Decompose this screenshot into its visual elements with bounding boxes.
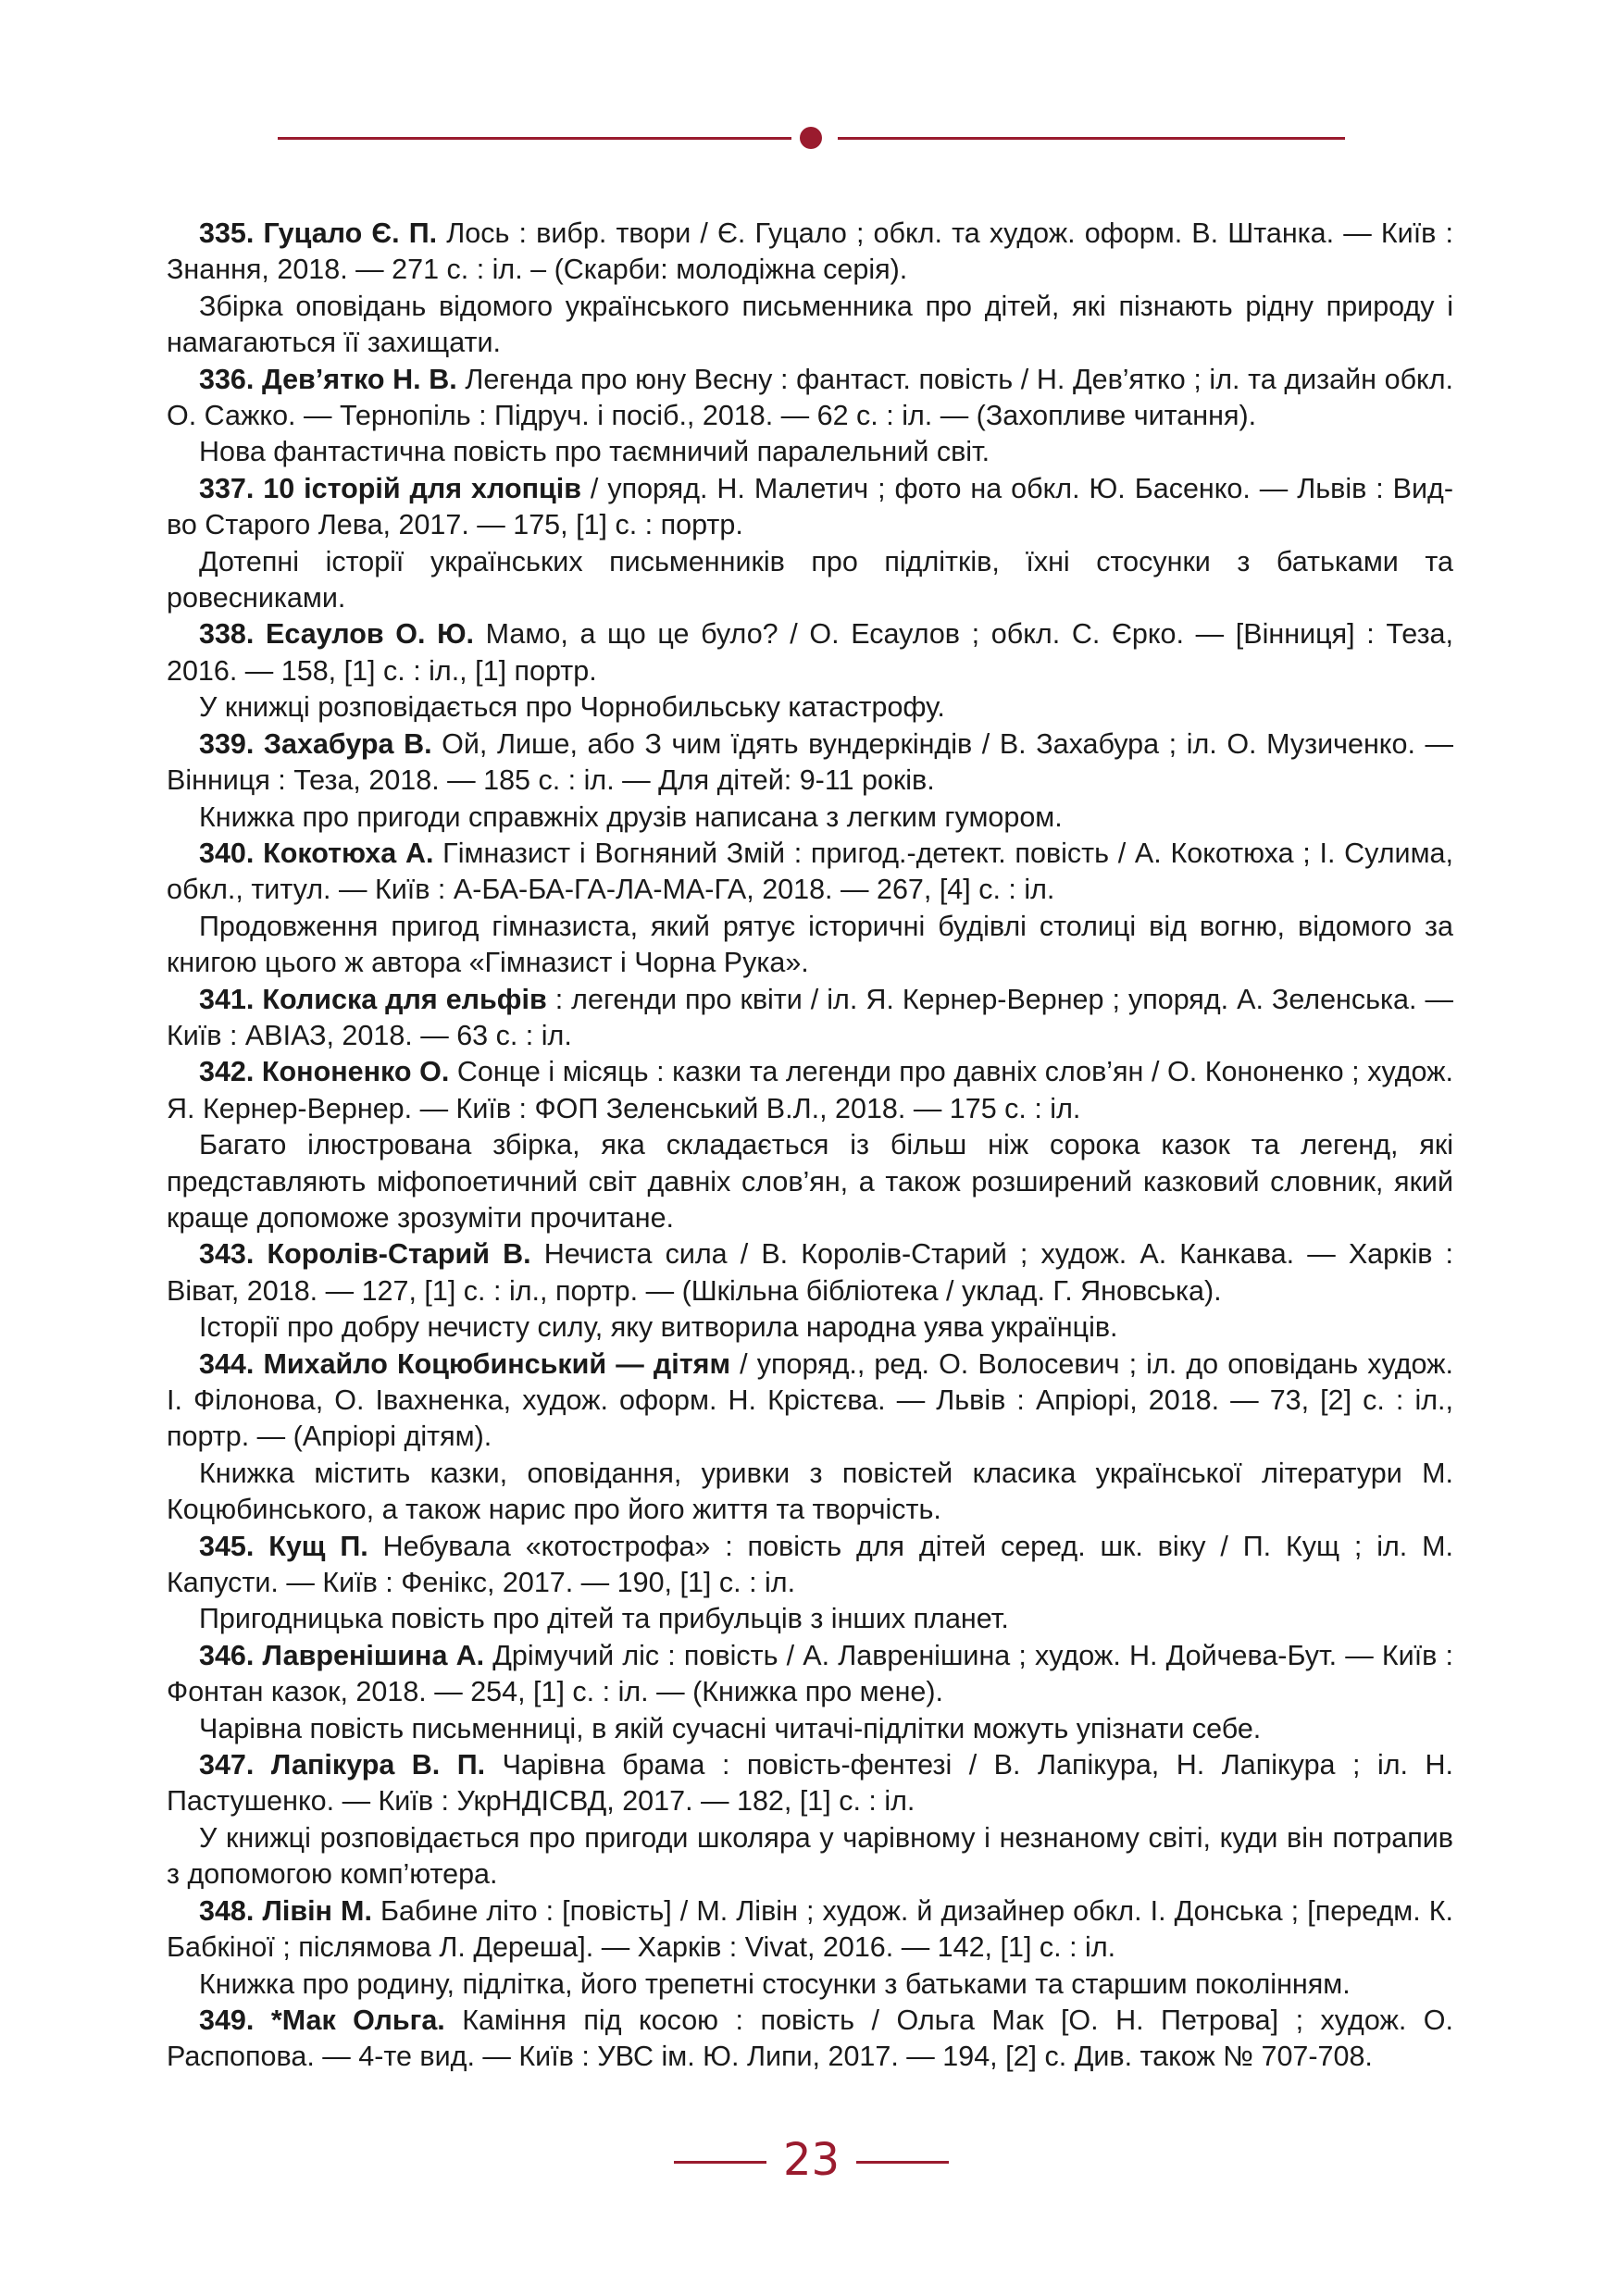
entry-author-title: 347. Лапікура В. П.	[199, 1749, 486, 1781]
header-rule-left	[278, 137, 791, 140]
entry-description: Лось : вибр. твори / Є. Гуцало ; обкл. та худож. оформ. В. Штанка. — Київ : Знання, 2018. — 271 с. : іл. – (Скарби: молодіжна серія).	[167, 217, 1453, 286]
entry-author-title: 345. Кущ П.	[199, 1530, 368, 1562]
bibliographic-entry	[167, 836, 1453, 909]
bibliographic-entry	[167, 1236, 1453, 1309]
entry-author-title: 338. Есаулов О. Ю.	[199, 618, 475, 651]
bibliographic-entry	[167, 1347, 1453, 1456]
bibliographic-entry	[167, 1054, 1453, 1127]
header-rule-right	[838, 137, 1345, 140]
bibliographic-entry	[167, 216, 1453, 289]
footer-rule-right	[856, 2161, 949, 2164]
bibliographic-entry	[167, 471, 1453, 544]
entry-annotation: Історії про добру нечисту силу, яку витворила народна уява українців.	[199, 1311, 1118, 1344]
entry-author-title: 337. 10 історій для хлопців	[199, 472, 581, 504]
entry-description: Нечиста сила / В. Королів-Старий ; худож. А. Канкава. — Харків : Віват, 2018. — 127, [1] с. : іл., портр. — (Шкільна бібліотека / уклад. Г. Яновська).	[167, 1238, 1454, 1307]
bibliographic-entry	[167, 2003, 1453, 2076]
entry-description: / упоряд. Н. Малетич ; фото на обкл. Ю. Басенко. — Львів : Вид-во Старого Лева, 2017. — 175, [1] с. : портр.	[167, 472, 1453, 541]
entry-annotation: Книжка про пригоди справжніх друзів написана з легким гумором.	[199, 800, 1063, 833]
entry-annotation: Пригодницька повість про дітей та прибульців з інших планет.	[199, 1603, 1009, 1635]
bibliographic-entry	[167, 1893, 1453, 1967]
entry-author-title: 336. Дев’ятко Н. В.	[199, 363, 457, 395]
entry-description: Дрімучий ліс : повість / А. Лавренішина ; худож. Н. Дойчева-Бут. — Київ : Фонтан казок, 2018. — 254, [1] с. : іл. — (Книжка про мене).	[167, 1639, 1454, 1708]
entry-description: Ой, Лише, або З чим їдять вундеркіндів / В. Захабура ; іл. О. Музиченко. — Вінниця : Теза, 2018. — 185 с. : іл. — Для дітей: 9-11 років.	[167, 727, 1453, 797]
entry-author-title: 340. Кокотюха А.	[199, 837, 434, 869]
entry-description: Каміння під косою : повість / Ольга Мак [О. Н. Петрова] ; худож. О. Распопова. — 4-те вид. — Київ : УВС ім. Ю. Липи, 2017. — 194, [2] с. Див. також № 707-708.	[167, 2004, 1453, 2073]
entry-description: Мамо, а що це було? / О. Есаулов ; обкл. С. Єрко. — [Вінниця] : Теза, 2016. — 158, [1] с. : іл., [1] портр.	[167, 618, 1453, 687]
bibliographic-entry	[167, 1747, 1453, 1820]
entry-author-title: 349. *Мак Ольга.	[199, 2004, 445, 2036]
entry-annotation: У книжці розповідається про Чорнобильську катастрофу.	[199, 691, 945, 724]
entry-annotation: Багато ілюстрована збірка, яка складається із більш ніж сорока казок та легенд, які представляють міфопоетичний світ давніх слов’ян, а також розширений казковий словник, який краще допоможе зрозуміти прочитане.	[167, 1129, 1453, 1234]
bibliographic-entry	[167, 362, 1453, 435]
bibliography-list	[167, 216, 1453, 2076]
entry-author-title: 339. Захабура В.	[199, 727, 432, 760]
entry-author-title: 342. Кононенко О.	[199, 1056, 450, 1088]
entry-description: / упоряд., ред. О. Волосевич ; іл. до оповідань худож. І. Філонова, О. Івахненка, худож. оформ. Н. Крістєва. — Львів : Апріорі, 2018. — 73, [2] с. : іл., портр. — (Апріорі дітям).	[167, 1347, 1453, 1453]
entry-annotation: Дотепні історії українських письменників про підлітків, їхні стосунки з батьками та ровесниками.	[167, 545, 1453, 614]
entry-description: : легенди про квіти / іл. Я. Кернер-Вернер ; упоряд. А. Зеленська. — Київ : АВІАЗ, 2018. — 63 с. : іл.	[167, 983, 1453, 1051]
entry-description: Небувала «котострофа» : повість для дітей серед. шк. віку / П. Кущ ; іл. М. Капусти. — Київ : Фенікс, 2017. — 190, [1] с. : іл.	[167, 1530, 1453, 1599]
entry-description: Чарівна брама : повість-фентезі / В. Лапікура, Н. Лапікура ; іл. Н. Пастушенко. — Київ : УкрНДІСВД, 2017. — 182, [1] с. : іл.	[167, 1749, 1453, 1818]
footer-rule-left	[674, 2161, 766, 2164]
entry-annotation: Чарівна повість письменниці, в якій сучасні читачі-підлітки можуть упізнати себе.	[199, 1712, 1262, 1744]
entry-author-title: 346. Лавренішина А.	[199, 1639, 485, 1671]
entry-annotation: Книжка містить казки, оповідання, уривки з повістей класика української літератури М. Коцюбинського, а також нарис про його життя та творчість.	[167, 1457, 1453, 1526]
header-ornament-dot	[800, 127, 822, 149]
bibliographic-entry	[167, 1529, 1453, 1602]
entry-author-title: 348. Лівін М.	[199, 1894, 372, 1927]
entry-annotation: Книжка про родину, підлітка, його трепетні стосунки з батьками та старшим поколінням.	[199, 1967, 1351, 2000]
entry-annotation: Продовження пригод гімназиста, який рятує історичні будівлі столиці від вогню, відомого за книгою цього ж автора «Гімназист і Чорна Рука».	[167, 910, 1453, 979]
entry-description: Легенда про юну Весну : фантаст. повість / Н. Дев’ятко ; іл. та дизайн обкл. О. Сажко. — Тернопіль : Підруч. і посіб., 2018. — 62 с. : іл. — (Захопливе читання).	[167, 363, 1453, 432]
entry-annotation: Нова фантастична повість про таємничий паралельний світ.	[199, 436, 990, 468]
page-number: 23	[782, 2134, 841, 2186]
bibliographic-entry	[167, 1638, 1453, 1711]
bibliographic-entry	[167, 616, 1453, 689]
entry-description: Сонце і місяць : казки та легенди про давніх слов’ян / О. Кононенко ; худож. Я. Кернер-Вернер. — Київ : ФОП Зеленський В.Л., 2018. — 175 с. : іл.	[167, 1056, 1453, 1124]
entry-author-title: 341. Колиска для ельфів	[199, 983, 547, 1015]
entry-author-title: 335. Гуцало Є. П.	[199, 217, 438, 249]
entry-annotation: Збірка оповідань відомого українського письменника про дітей, які пізнають рідну природу і намагаються її захищати.	[167, 290, 1453, 359]
entry-description: Гімназист і Вогняний Змій : пригод.-детект. повість / А. Кокотюха ; І. Сулима, обкл., титул. — Київ : А-БА-БА-ГА-ЛА-МА-ГА, 2018. — 267, [4] с. : іл.	[167, 837, 1453, 906]
entry-description: Бабине літо : [повість] / М. Лівін ; худож. й дизайнер обкл. І. Донська ; [передм. К. Бабкіної ; післямова Л. Дереша]. — Харків : Vivat, 2016. — 142, [1] с. : іл.	[167, 1894, 1454, 1964]
entry-author-title: 344. Михайло Коцюбинський — дітям	[199, 1347, 731, 1380]
entry-annotation: У книжці розповідається про пригоди школяра у чарівному і незнаному світі, куди він потрапив з допомогою комп’ютера.	[167, 1821, 1453, 1891]
bibliographic-entry	[167, 982, 1453, 1055]
entry-author-title: 343. Королів-Старий В.	[199, 1238, 531, 1271]
bibliographic-entry	[167, 726, 1453, 800]
